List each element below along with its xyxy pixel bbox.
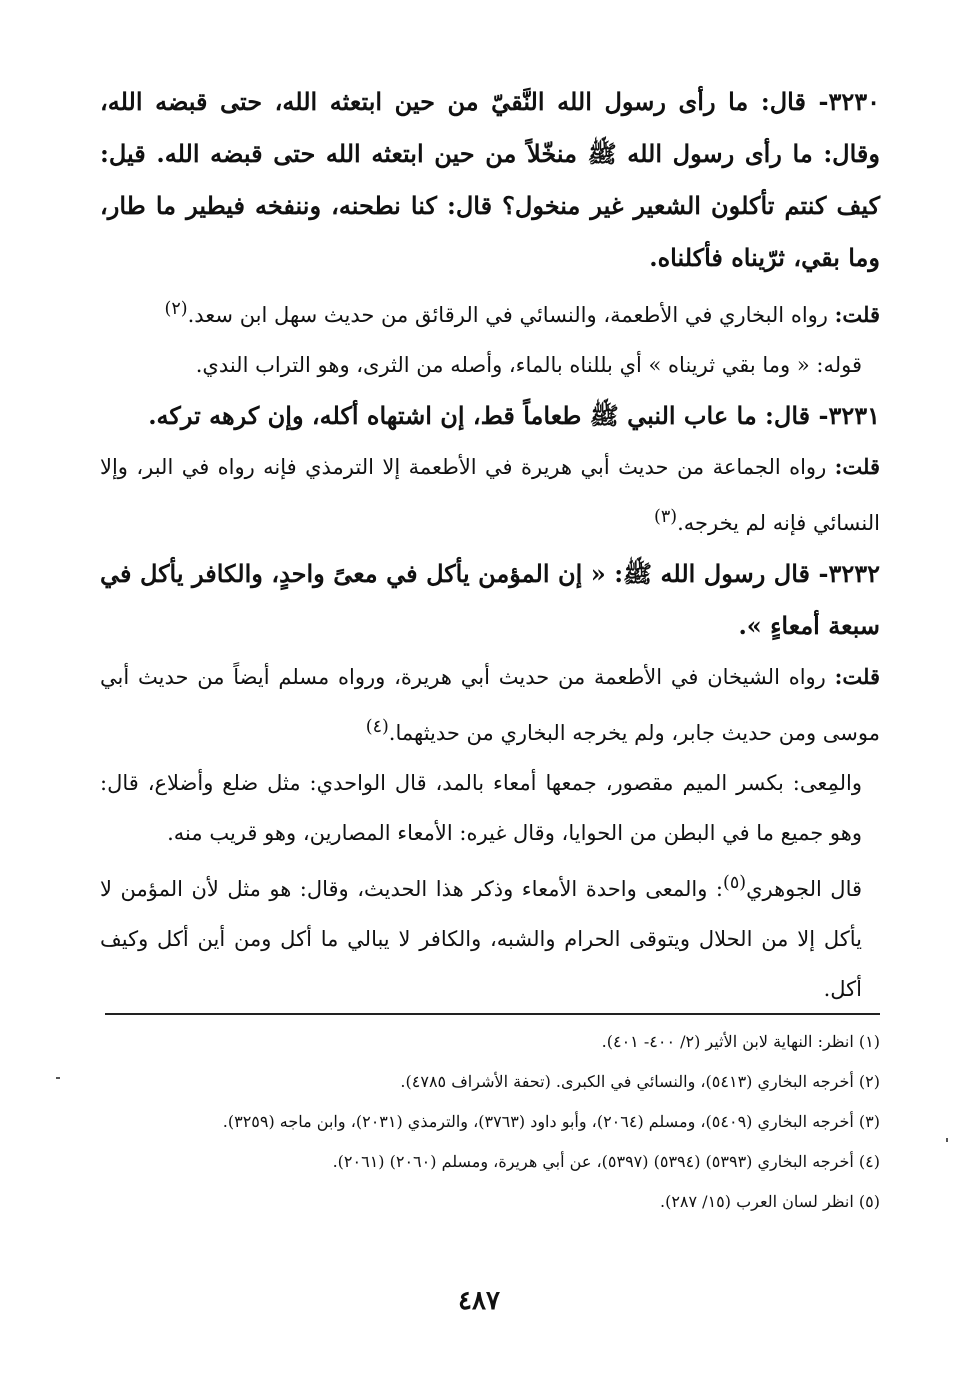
- hadith-3232: [100, 548, 880, 652]
- jawhari-text-after: : والمعى واحدة الأمعاء وذكر هذا الحديث، وقال: هو مثل لأن المؤمن لا يأكل إلا من الحلال ويتوقى الحرام والشبه، والكافر لا يبالي ما أكل ومن أين أكل وكيف أكل.: [100, 877, 862, 1001]
- commentary-3232: [100, 652, 880, 758]
- commentary-label: قلت:: [834, 664, 880, 689]
- scan-speck: [56, 1077, 60, 1079]
- footnote-5: (٥) انظر لسان العرب (١٥/ ٢٨٧).: [659, 1192, 880, 1211]
- footnotes: [100, 1022, 880, 1222]
- commentary-3230-gloss: [100, 340, 880, 390]
- scan-speck: [946, 1138, 948, 1142]
- hadith-3230: [100, 76, 880, 284]
- commentary-label: قلت:: [834, 454, 880, 479]
- hadith-3231-text: ٣٢٣١- قال: ما عاب النبي ﷺ طعاماً قط، إن اشتهاه أكله، وإن كرهه تركه.: [148, 401, 880, 430]
- footnote-ref-2[interactable]: (٢): [164, 299, 188, 319]
- commentary-label: قلت:: [834, 302, 880, 327]
- commentary-3232-jawhari: [100, 858, 880, 1014]
- hadith-3232-text: ٣٢٣٢- قال رسول الله ﷺ: « إن المؤمن يأكل في معىً واحدٍ، والكافر يأكل في سبعة أمعاءٍ ».: [100, 559, 880, 640]
- hadith-3231: [100, 390, 880, 442]
- footnote-ref-5[interactable]: (٥): [723, 873, 747, 893]
- footnote-3: (٣) أخرجه البخاري (٥٤٠٩)، ومسلم (٢٠٦٤)، وأبو داود (٣٧٦٣)، والترمذي (٢٠٣١)، وابن ماجه (٣٢٥٩).: [222, 1112, 880, 1131]
- commentary-text: رواه البخاري في الأطعمة، والنسائي في الرقائق من حديث سهل ابن سعد.: [187, 303, 835, 327]
- page-number: ٤٨٧: [458, 1286, 500, 1316]
- commentary-text: رواه الجماعة من حديث أبي هريرة في الأطعمة إلا الترمذي فإنه رواه في البر، وإلا النسائي فإنه لم يخرجه.: [100, 455, 880, 535]
- commentary-text: رواه الشيخان في الأطعمة من حديث أبي هريرة، ورواه مسلم أيضاً من حديث أبي موسى ومن حديث جابر، ولم يخرجه البخاري من حديثهما.: [100, 665, 880, 745]
- page-body: [100, 76, 880, 1014]
- footnote-ref-4[interactable]: (٤): [365, 717, 389, 737]
- gloss-text: قوله: « وما بقي ثريناه » أي بللناه بالماء، وأصله من الثرى، وهو التراب الندي.: [195, 353, 862, 377]
- commentary-3231: [100, 442, 880, 548]
- footnote-ref-3[interactable]: (٣): [654, 507, 678, 527]
- jawhari-text-before: قال الجوهري: [746, 877, 863, 901]
- footnote-2: (٢) أخرجه البخاري (٥٤١٣)، والنسائي في الكبرى. (تحفة الأشراف ٤٧٨٥).: [400, 1072, 880, 1091]
- footnote-1: (١) انظر: النهاية لابن الأثير (٢/ ٤٠٠- ٤٠١).: [601, 1032, 880, 1051]
- commentary-3232-gloss: [100, 758, 880, 858]
- gloss-text: والمِعى: بكسر الميم مقصور، جمعها أمعاء بالمد، قال الواحدي: مثل ضلع وأضلاع، قال: وهو جميع ما في البطن من الحوايا، وقال غيره: الأمعاء المصارين، وهو قريب منه.: [100, 771, 862, 845]
- footnote-divider: [105, 1013, 880, 1015]
- commentary-3230: [100, 284, 880, 340]
- hadith-3230-text: ٣٢٣٠- قال: ما رأى رسول الله النَّقيّ من حين ابتعثه الله، حتى قبضه الله، وقال: ما رأى رسول الله ﷺ منخّلاً من حين ابتعثه الله حتى قبضه الله. قيل: كيف كنتم تأكلون الشعير غير منخول؟ قال: كنا نطحنه، وننفخه فيطير ما طار، وما بقي، ثرّيناه فأكلناه.: [100, 87, 881, 272]
- footnote-4: (٤) أخرجه البخاري (٥٣٩٣) (٥٣٩٤) (٥٣٩٧)، عن أبي هريرة، ومسلم (٢٠٦٠) (٢٠٦١).: [332, 1152, 880, 1171]
